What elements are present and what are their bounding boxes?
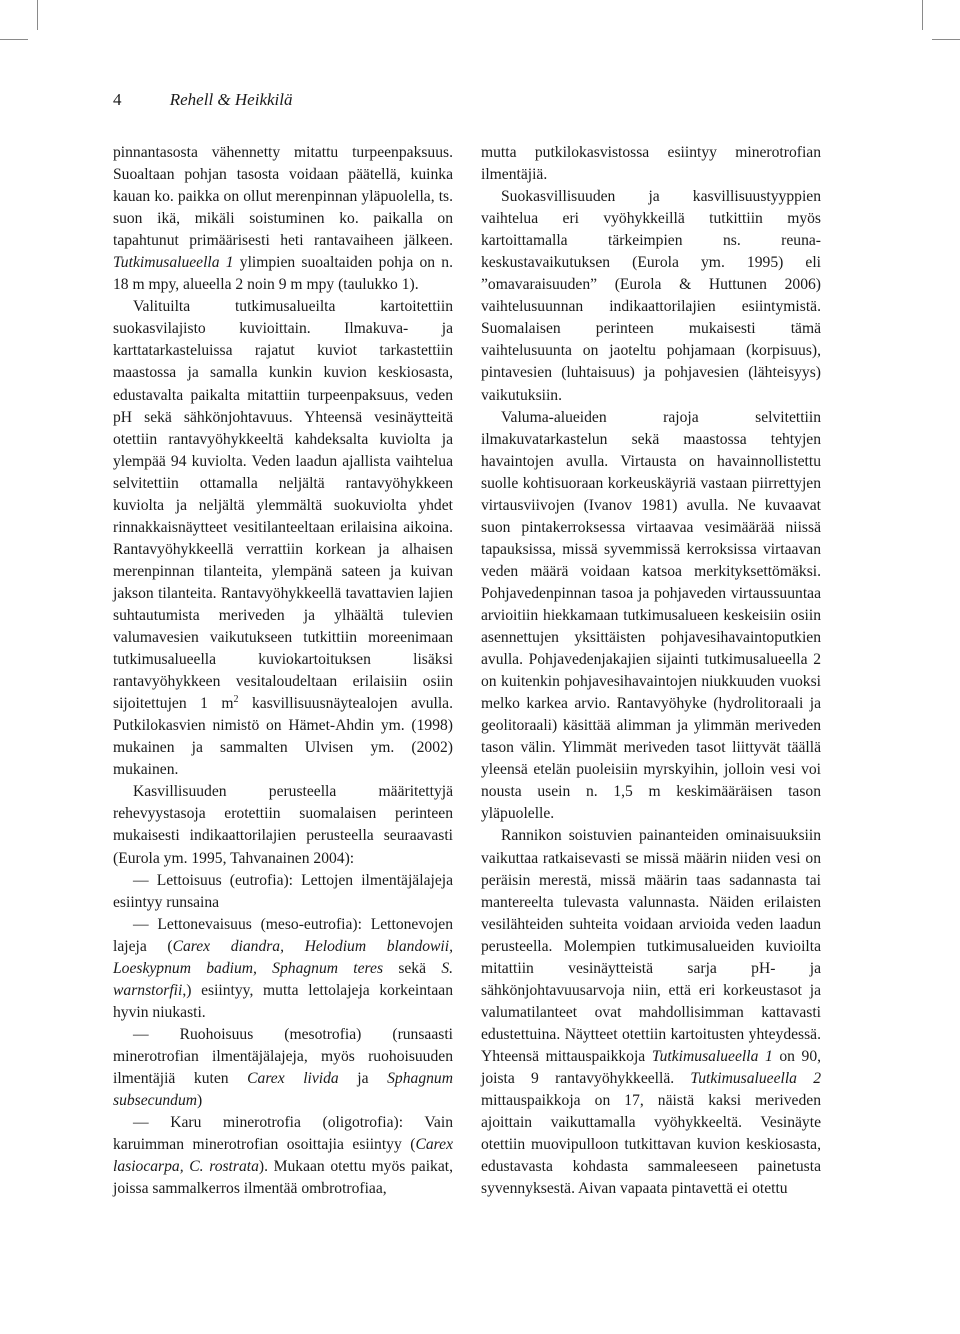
paragraph-text: ylimpien suoaltaiden pohja on n. 18 m mpy, alueella 2 noin 9 m mpy (taulukko 1). <box>113 254 454 294</box>
crop-mark-top-left-horizontal <box>0 39 28 40</box>
paragraph-text: mittauspaikkoja on 17, näistä kaksi meriveden ajoittain vaikuttamalla vyöhykkeeltä. Vesinäyte otettiin muovipulloon tutkittavan kuvion keskiosasta, edustavasta kohdasta sammaleeseen painetusta syvennyksestä. Aivan vapaata pintavettä ei otettu <box>481 1092 821 1198</box>
paragraph-text: — Karu minerotrofia (oligotrofia): Vain karuimman minerotrofian osoittajia esiintyy ( <box>113 1114 453 1154</box>
species-name: S. warnstorfii <box>113 959 454 999</box>
paragraph-text: sekä <box>398 959 427 977</box>
species-name: Sphagnum subsecundum <box>113 1069 453 1110</box>
paragraph: mutta putkilokasvistossa esiintyy minerotrofian ilmentäjiä. <box>481 144 821 184</box>
species-name: Carex livida <box>247 1069 339 1087</box>
list-item <box>113 1024 453 1112</box>
paragraph: Suokasvillisuuden ja kasvillisuustyyppien vaihtelua eri vyöhykkeillä tutkittiin myös kartoittamalla tärkeimpien ns. reuna-keskustavaikutuksen (Eurola ym. 1995) eli ”omavaraisuuden” (Eurola & Huttunen 2006) vaihtelusuunnan indikaattorilajien esiintymistä. Suomalaisen perinteen mukaisesti tämä vaihtelusuunta on jaoteltu pohjamaan (korpisuus), pintavesien (luhtaisuus) ja pohjavesien (lähteisyys) vaikutuksiin. <box>481 188 821 404</box>
species-or-area-name: Tutkimusalueella 1 <box>113 254 234 272</box>
list-item <box>113 1112 453 1200</box>
area-name: Tutkimusalueella 2 <box>690 1069 822 1087</box>
left-column <box>113 142 453 1200</box>
running-title: Rehell & Heikkilä <box>169 90 293 109</box>
species-name: Carex diandra, Helodium blandowii, Loeskypnum badium, Sphagnum teres <box>113 937 454 977</box>
paragraph-text: Valituilta tutkimusalueilta kartoitettiin suokasvilajisto kuvioittain. Ilmakuva- ja karttatarkasteluissa rajatut kuviot tarkastettiin maastossa ja samalla kunkin kuvion keskiosasta, edustavalta paikalta mitattiin turpeenpaksuus, veden pH sekä sähkönjohtavuus. Yhteensä vesinäytteitä otettiin rantavyöhykkeeltä kahdeksalta kuviolta ja ylempää 94 kuviolta. Veden laadun ajallista vaihtelua selvitettiin ottamalla neljältä rantavyöhykkeen kuviolta ja neljältä ylemmältä suokuviolta yhdet rinnakkaisnäytteet vesitilanteeltaan erilaisina aikoina. Rantavyöhykkeellä verrattiin korkean ja alhaisen merenpinnan tilanteita, ylempänä sateen ja kuivan jakson tilanteita. Rantavyöhykkeellä tavattavien lajien suhtautumista meriveden ja ylhäältä tulevien valumavesien vaikutukseen tutkittiin moreenimaan tutkimusalueella kuviokartoituksen lisäksi rantavyöhykkeen vesitaloudeltaan erilaisiin osiin sijoitettujen 1 m <box>113 298 453 713</box>
page-header <box>113 88 292 112</box>
list-item: — Lettoisuus (eutrofia): Lettojen ilmentäjälajeja esiintyy runsaina <box>113 871 453 911</box>
paragraph: Valuma-alueiden rajoja selvitettiin ilmakuvatarkastelun sekä maastossa tehtyjen havaintojen avulla. Virtausta on havainnollistettu suolle kohtisuoraan korkeuskäyriä vastaan piirrettyjen virtausviivojen (Ivanov 1981) avulla. Ne kuvaavat suon pintakerroksessa virtaavaa vesimäärää niissä tapauksissa, missä syvemmissä kerroksissa virtaavan veden määrä voidaan katsoa merkityksettömäksi. Pohjavedenpinnan tasoa ja pohjaveden virtaussuuntaa arvioitiin hiekkamaan tutkimusalueen keskeisiin osiin asennettujen yksittäisten pohjavesihavaintoputkien avulla. Pohjavedenjakajien sijainti tutkimusalueella 2 on kuitenkin pohjavesihavaintojen niukkuuden vuoksi melko karkea arvio. Rantavyöhyke (hydrolitoraali ja geolitoraali) käsittää alimman ja ylimmän meriveden tason välin. Ylimmät meriveden tasot liittyvät täällä yleensä etelän puoleisiin myrskyihin, jolloin vesi voi nousta usein n. 1,5 m keskimääräisen tason yläpuolelle. <box>481 408 821 823</box>
species-name: Carex lasiocarpa, C. rostrata <box>113 1136 453 1176</box>
paragraph-text: ). Mukaan otettu myös paikat, joissa sammalkerros ilmentää ombrotrofiaa, <box>113 1158 453 1198</box>
crop-mark-top-right-vertical <box>922 0 923 30</box>
superscript: 2 <box>233 693 239 705</box>
paragraph-text: Rannikon soistuvien painanteiden ominaisuuksiin vaikuttaa ratkaisevasti se missä määrin niiden vesi on peräisin merestä, missä määrin taas sadannasta tai mantereelta tulevasta valunnasta. Näiden erilaisten vesilähteiden suhteita voidaan arvioida veden laadun perusteella. Molempien tutkimusalueiden kuvioilta mitattiin vesinäytteistä sarja pH- ja sähkönjohtavuusarvoja niin, että eri korkeustasot ja valumatilanteet ovat mahdollisimman kattavasti edustettuina. Näytteet otettiin kartoitusten yhteydessä. Yhteensä mittauspaikkoja <box>481 827 821 1065</box>
paragraph-text: on 90, joista 9 rantavyöhykkeellä. <box>481 1047 822 1087</box>
page-number: 4 <box>113 90 122 109</box>
paragraph <box>113 296 453 781</box>
paragraph <box>113 142 453 296</box>
list-item <box>113 914 453 1024</box>
crop-mark-top-left-vertical <box>37 0 38 30</box>
paragraph-text: ) <box>197 1092 203 1110</box>
paragraph-text: ,) esiintyy, mutta lettolajeja korkeintaan hyvin niukasti. <box>113 981 453 1021</box>
right-column <box>481 142 821 1200</box>
paragraph: Kasvillisuuden perusteella määritettyjä rehevyystasoja erotettiin suomalaisen perinteen mukaisesti indikaattorilajien perusteella seuraavasti (Eurola ym. 1995, Tahvanainen 2004): <box>113 783 453 867</box>
paragraph <box>481 825 821 1200</box>
paragraph-text: — Lettonevaisuus (meso-eutrofia): Lettonevojen lajeja ( <box>113 915 453 955</box>
area-name: Tutkimusalueella 1 <box>651 1047 773 1065</box>
paragraph-text: — Ruohoisuus (mesotrofia) (runsaasti minerotrofian ilmentäjälajeja, myös ruohoisuuden ilmentäjiä kuten <box>113 1025 453 1087</box>
paragraph-text: pinnantasosta vähennetty mitattu turpeenpaksuus. Suoaltaan pohjan tasosta voidaan päätellä, kuinka kauan ko. paikka on ollut merenpinnan yläpuolella, ts. suon ikä, mikäli soistuminen ko. paikalla on tapahtunut primäärisesti heti rantavaiheen jälkeen. <box>113 144 453 250</box>
paragraph-text: kasvillisuusnäytealojen avulla. Putkilokasvien nimistö on Hämet-Ahdin ym. (1998) mukainen ja sammalten Ulvisen ym. (2002) mukainen. <box>113 695 453 779</box>
paragraph-text: ja <box>357 1069 369 1087</box>
crop-mark-top-right-horizontal <box>932 39 960 40</box>
